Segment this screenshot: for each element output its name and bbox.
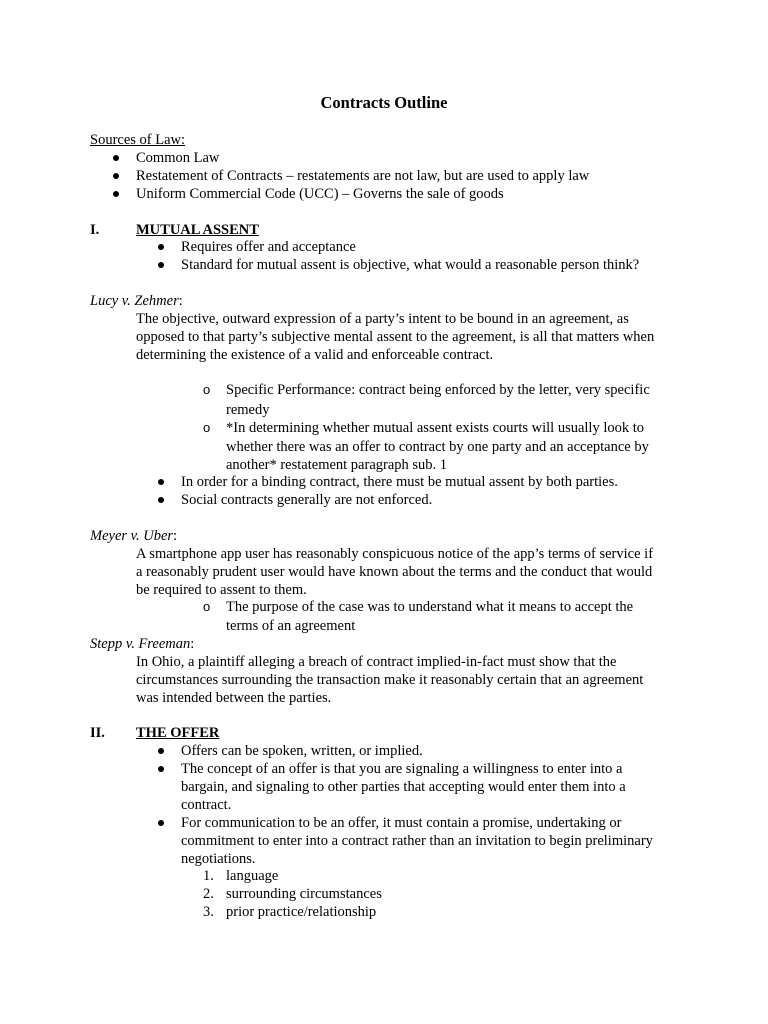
sources-item: Uniform Commercial Code (UCC) – Governs the sale of goods [136,186,504,202]
case-text-line: determining the existence of a valid and enforceable contract. [136,347,494,363]
case-name: Meyer v. Uber [90,528,174,544]
case-text-line: In Ohio, a plaintiff alleging a breach of contract implied-in-fact must show that the [136,654,617,670]
bullet-icon [113,173,119,179]
section-bullet: Standard for mutual assent is objective, what would a reasonable person think? [181,257,640,273]
sub-bullet-line: *In determining whether mutual assent exists courts will usually look to [226,420,645,436]
case-text-line: a reasonably prudent user would have known about the terms and the conduct that would [136,564,653,580]
section-bullet-line: commitment to enter into a contract rather than an invitation to begin preliminary [181,833,653,849]
document-title: Contracts Outline [320,93,448,112]
sources-item: Restatement of Contracts – restatements are not law, but are used to apply law [136,168,590,184]
sub-bullet-line: terms of an agreement [226,618,356,634]
section-heading: MUTUAL ASSENT [136,222,259,238]
bullet-icon [158,244,164,250]
numbered-item: surrounding circumstances [226,886,382,902]
case-colon: : [173,528,178,544]
sub-bullet-marker: o [203,420,211,435]
bullet-icon [158,479,164,485]
case-text-line: circumstances surrounding the transaction make it reasonably certain that an agreement [136,672,644,688]
sub-bullet-marker: o [203,599,211,614]
bullet-icon [158,766,164,772]
case-title [90,292,183,310]
case-text-line: was intended between the parties. [136,690,332,706]
section-bullet: In order for a binding contract, there must be mutual assent by both parties. [181,474,618,490]
numbered-item: prior practice/relationship [226,904,377,920]
bullet-icon [113,191,119,197]
case-colon: : [190,636,195,652]
section-numeral: II. [90,725,105,741]
numbered-marker: 2. [203,886,214,902]
case-title [90,527,177,545]
section-bullet: Requires offer and acceptance [181,239,356,255]
section-numeral: I. [90,222,100,238]
sub-bullet-line: Specific Performance: contract being enforced by the letter, very specific [226,382,650,398]
section-heading: THE OFFER [136,725,220,741]
numbered-marker: 1. [203,868,214,884]
case-text-line: be required to assent to them. [136,582,307,598]
section-bullet-line: The concept of an offer is that you are signaling a willingness to enter into a [181,761,623,777]
bullet-icon [158,262,164,268]
bullet-icon [158,820,164,826]
case-title [90,635,194,653]
sub-bullet-line: another* restatement paragraph sub. 1 [226,457,448,473]
section-bullet-line: For communication to be an offer, it must contain a promise, undertaking or [181,815,622,831]
section-bullet: Social contracts generally are not enforced. [181,492,433,508]
case-colon: : [178,293,183,309]
case-name: Stepp v. Freeman [90,636,191,652]
sources-item: Common Law [136,150,220,166]
section-bullet-line: negotiations. [181,851,256,867]
bullet-icon [113,155,119,161]
numbered-item: language [226,868,279,884]
section-bullet-line: bargain, and signaling to other parties that accepting would enter them into a [181,779,626,795]
case-name: Lucy v. Zehmer [90,293,179,309]
section-bullet-line: contract. [181,797,232,813]
bullet-icon [158,748,164,754]
bullet-icon [158,497,164,503]
section-bullet: Offers can be spoken, written, or implied. [181,743,423,759]
numbered-marker: 3. [203,904,214,920]
sub-bullet-line: remedy [226,402,270,418]
case-text-line: The objective, outward expression of a party’s intent to be bound in an agreement, as [136,311,629,327]
sub-bullet-marker: o [203,382,211,397]
case-text-line: A smartphone app user has reasonably conspicuous notice of the app’s terms of service if [136,546,654,562]
case-text-line: opposed to that party’s subjective mental assent to the agreement, is all that matters when [136,329,655,345]
sub-bullet-line: The purpose of the case was to understand what it means to accept the [226,599,634,615]
sub-bullet-line: whether there was an offer to contract by one party and an acceptance by [226,439,649,455]
sources-heading: Sources of Law: [90,132,186,148]
